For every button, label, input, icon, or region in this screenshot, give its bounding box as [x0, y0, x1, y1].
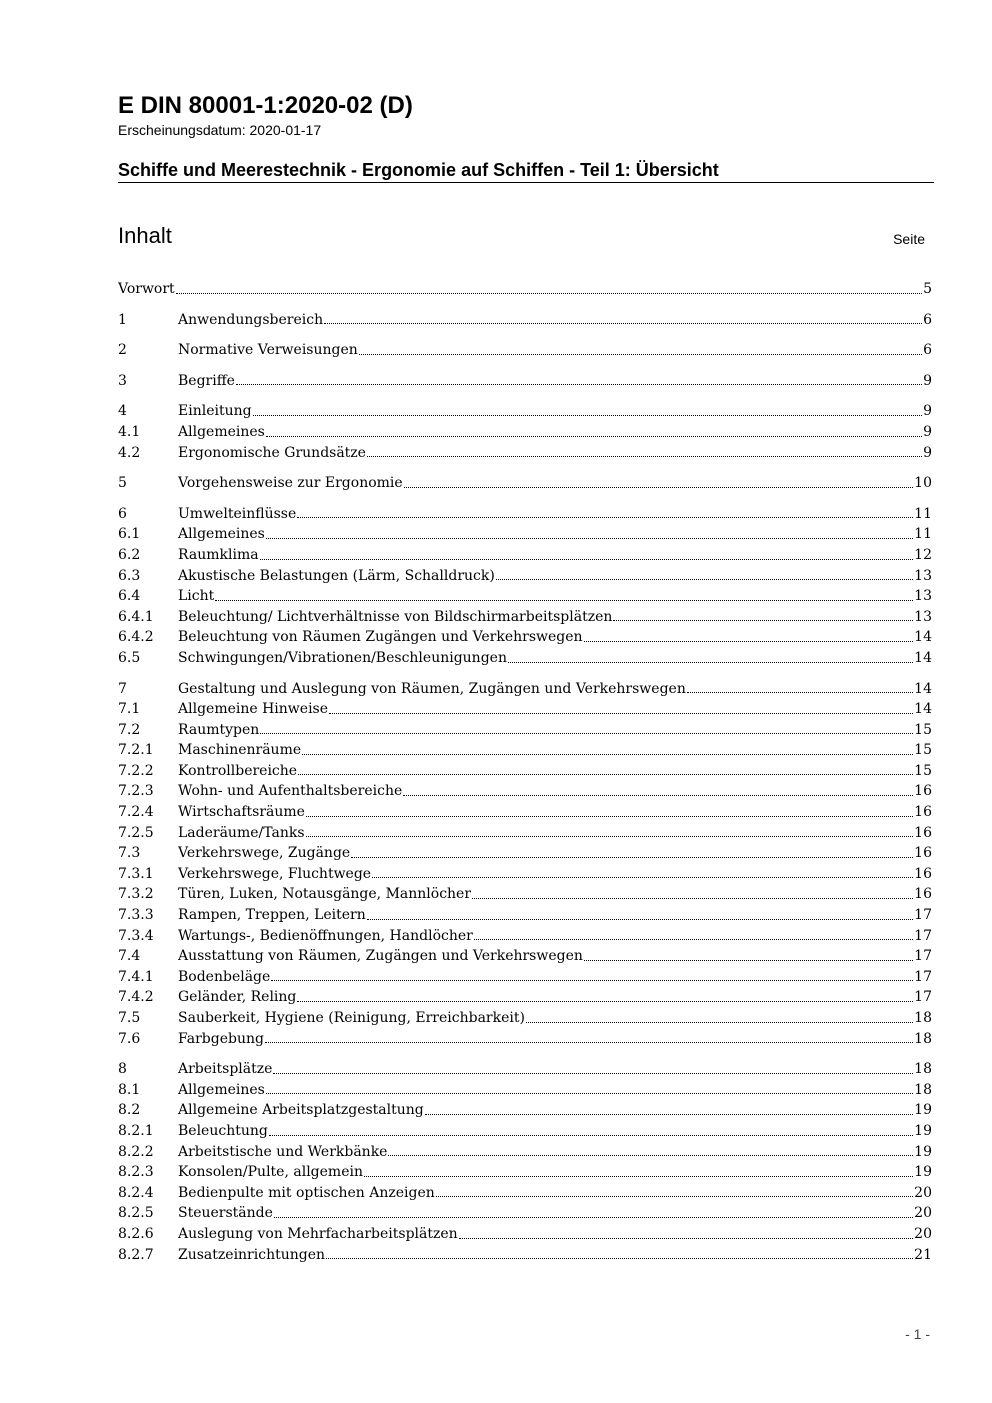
toc-entry-number: 7.1 — [118, 701, 141, 718]
toc-entry-title: Laderäume/Tanks — [178, 824, 305, 841]
toc-entry[interactable] — [118, 843, 932, 864]
toc-entry-number: 6 — [118, 505, 127, 522]
toc-entry-page: 18 — [914, 1081, 932, 1098]
toc-entry-number: 7.6 — [118, 1030, 141, 1047]
toc-entry-number: 8.2.7 — [118, 1246, 154, 1263]
toc-entry-title: Arbeitstische und Werkbänke — [178, 1143, 388, 1160]
toc-group — [118, 310, 932, 331]
toc-entry-title: Begriffe — [178, 372, 235, 389]
toc-group — [118, 679, 932, 1050]
toc-entry-number: 7.4.1 — [118, 968, 154, 985]
toc-entry-title: Maschinenräume — [178, 742, 302, 759]
toc-entry[interactable] — [118, 279, 932, 300]
toc-entry-number: 7.2.2 — [118, 762, 154, 779]
toc-entry-page: 9 — [923, 403, 932, 420]
toc-dot-leader — [367, 456, 922, 457]
toc-entry-number: 6.4.2 — [118, 629, 154, 646]
toc-entry-title: Verkehrswege, Fluchtwege — [178, 865, 372, 882]
toc-entry-page: 19 — [914, 1143, 932, 1160]
toc-dot-leader — [271, 980, 913, 981]
toc-dot-leader — [260, 733, 913, 734]
toc-entry-title: Allgemeines — [178, 423, 265, 440]
toc-entry-number: 7.3.1 — [118, 865, 154, 882]
toc-entry[interactable] — [118, 1080, 932, 1101]
toc-dot-leader — [351, 857, 913, 858]
toc-entry-title: Raumtypen — [178, 721, 260, 738]
toc-dot-leader — [215, 600, 913, 601]
toc-dot-leader — [306, 816, 913, 817]
document-title: E DIN 80001-1:2020-02 (D) — [118, 92, 413, 119]
toc-entry-number: 6.1 — [118, 526, 141, 543]
toc-entry-number: 7.2.1 — [118, 742, 154, 759]
toc-entry-title: Umwelteinflüsse — [178, 505, 297, 522]
toc-entry-title: Allgemeine Hinweise — [178, 701, 329, 718]
toc-dot-leader — [326, 1258, 913, 1259]
toc-group — [118, 340, 932, 361]
toc-dot-leader — [403, 795, 913, 796]
toc-entry-number: 7.3 — [118, 845, 141, 862]
toc-entry[interactable] — [118, 1121, 932, 1142]
toc-entry-number: 7.2.4 — [118, 804, 154, 821]
table-of-contents — [118, 279, 932, 1275]
toc-entry[interactable] — [118, 1224, 932, 1245]
toc-entry[interactable] — [118, 545, 932, 566]
toc-entry-title: Ausstattung von Räumen, Zugängen und Verkehrswegen — [178, 948, 583, 965]
toc-entry[interactable] — [118, 443, 932, 464]
toc-entry-page: 16 — [914, 845, 932, 862]
toc-entry[interactable] — [118, 864, 932, 885]
toc-entry[interactable] — [118, 607, 932, 628]
toc-entry-page: 14 — [914, 649, 932, 666]
toc-dot-leader — [613, 620, 913, 621]
toc-page-column-label: Seite — [893, 231, 925, 247]
toc-entry-number: 7.2 — [118, 721, 141, 738]
toc-entry-number: 5 — [118, 475, 127, 492]
toc-entry[interactable] — [118, 648, 932, 669]
toc-entry[interactable] — [118, 884, 932, 905]
toc-group — [118, 279, 932, 300]
title-divider — [118, 182, 934, 183]
toc-dot-leader — [269, 1135, 913, 1136]
toc-entry[interactable] — [118, 422, 932, 443]
toc-dot-leader — [297, 1001, 913, 1002]
toc-dot-leader — [584, 641, 914, 642]
toc-entry-title: Vorwort — [118, 281, 175, 297]
toc-entry-number: 7.2.5 — [118, 824, 154, 841]
toc-entry-page: 6 — [923, 311, 932, 328]
toc-entry-title: Ergonomische Grundsätze — [178, 444, 366, 461]
toc-entry-number: 4.1 — [118, 423, 141, 440]
toc-entry-title: Verkehrswege, Zugänge — [178, 845, 351, 862]
toc-entry-title: Geländer, Reling — [178, 989, 297, 1006]
toc-entry-page: 16 — [914, 783, 932, 800]
toc-entry-page: 6 — [923, 342, 932, 359]
toc-entry[interactable] — [118, 1008, 932, 1029]
document-subtitle: Schiffe und Meerestechnik - Ergonomie auf Schiffen - Teil 1: Übersicht — [118, 160, 719, 180]
toc-dot-leader — [526, 1022, 913, 1023]
toc-entry-title: Farbgebung — [178, 1030, 264, 1047]
toc-entry-page: 19 — [914, 1122, 932, 1139]
toc-dot-leader — [266, 538, 913, 539]
toc-entry[interactable] — [118, 802, 932, 823]
toc-entry-page: 13 — [914, 567, 932, 584]
toc-entry-page: 11 — [914, 505, 932, 522]
toc-entry[interactable] — [118, 761, 932, 782]
toc-entry-title: Raumklima — [178, 546, 259, 563]
toc-entry-page: 17 — [914, 948, 932, 965]
toc-entry-number: 6.5 — [118, 649, 141, 666]
toc-entry[interactable] — [118, 340, 932, 361]
toc-entry-number: 7.3.2 — [118, 886, 154, 903]
toc-entry[interactable] — [118, 987, 932, 1008]
toc-entry[interactable] — [118, 679, 932, 700]
toc-entry[interactable] — [118, 1029, 932, 1050]
toc-entry-page: 15 — [914, 721, 932, 738]
toc-entry-title: Allgemeines — [178, 1081, 265, 1098]
toc-dot-leader — [425, 1114, 913, 1115]
toc-entry[interactable] — [118, 627, 932, 648]
toc-entry[interactable] — [118, 1142, 932, 1163]
toc-dot-leader — [459, 1238, 914, 1239]
toc-entry-page: 16 — [914, 886, 932, 903]
toc-entry-title: Schwingungen/Vibrationen/Beschleunigungen — [178, 649, 507, 666]
toc-entry[interactable] — [118, 1100, 932, 1121]
toc-group — [118, 1059, 932, 1265]
toc-entry-page: 14 — [914, 701, 932, 718]
toc-entry-number: 7 — [118, 680, 127, 697]
toc-entry[interactable] — [118, 823, 932, 844]
toc-entry-number: 3 — [118, 372, 127, 389]
toc-entry-page: 16 — [914, 865, 932, 882]
toc-entry[interactable] — [118, 473, 932, 494]
toc-entry-title: Gestaltung und Auslegung von Räumen, Zugängen und Verkehrswegen — [178, 680, 686, 697]
toc-dot-leader — [297, 517, 913, 518]
toc-dot-leader — [302, 754, 913, 755]
toc-dot-leader — [329, 713, 913, 714]
toc-entry[interactable] — [118, 401, 932, 422]
toc-entry-page: 17 — [914, 907, 932, 924]
toc-entry-title: Normative Verweisungen — [178, 342, 358, 359]
toc-entry[interactable] — [118, 310, 932, 331]
toc-entry-page: 19 — [914, 1102, 932, 1119]
toc-dot-leader — [260, 559, 914, 560]
toc-entry-title: Wirtschaftsräume — [178, 804, 305, 821]
toc-dot-leader — [266, 1093, 913, 1094]
toc-entry-title: Beleuchtung/ Lichtverhältnisse von Bildschirmarbeitsplätzen — [178, 608, 613, 625]
toc-entry-page: 16 — [914, 824, 932, 841]
toc-entry[interactable] — [118, 946, 932, 967]
toc-entry-number: 4.2 — [118, 444, 141, 461]
toc-entry-page: 15 — [914, 762, 932, 779]
toc-dot-leader — [584, 960, 913, 961]
toc-entry-page: 17 — [914, 968, 932, 985]
toc-entry-number: 6.2 — [118, 546, 141, 563]
toc-entry-number: 7.2.3 — [118, 783, 154, 800]
toc-entry-number: 8.2.4 — [118, 1184, 154, 1201]
toc-entry-title: Anwendungsbereich — [178, 311, 324, 328]
toc-entry-title: Wartungs-, Bedienöffnungen, Handlöcher — [178, 927, 473, 944]
toc-entry-number: 7.5 — [118, 1010, 141, 1026]
toc-entry-title: Steuerstände — [178, 1205, 273, 1222]
toc-entry-title: Türen, Luken, Notausgänge, Mannlöcher — [178, 886, 472, 903]
toc-entry-title: Vorgehensweise zur Ergonomie — [178, 475, 403, 492]
toc-group — [118, 504, 932, 669]
toc-entry-page: 16 — [914, 804, 932, 821]
toc-dot-leader — [274, 1217, 913, 1218]
toc-entry-page: 14 — [914, 629, 932, 646]
toc-entry[interactable] — [118, 1245, 932, 1266]
toc-entry[interactable] — [118, 926, 932, 947]
toc-dot-leader — [359, 354, 922, 355]
toc-entry-page: 10 — [914, 475, 932, 492]
toc-entry-number: 7.4 — [118, 948, 141, 965]
toc-entry[interactable] — [118, 586, 932, 607]
toc-group — [118, 473, 932, 494]
toc-entry-number: 6.4 — [118, 588, 141, 605]
toc-dot-leader — [687, 692, 913, 693]
toc-entry-title: Bodenbeläge — [178, 968, 271, 985]
toc-entry-number: 6.3 — [118, 567, 141, 584]
toc-entry-number: 4 — [118, 403, 127, 420]
toc-entry-title: Beleuchtung von Räumen Zugängen und Verkehrswegen — [178, 629, 583, 646]
toc-entry-title: Bedienpulte mit optischen Anzeigen — [178, 1184, 435, 1201]
publication-date: Erscheinungsdatum: 2020-01-17 — [118, 122, 322, 138]
toc-dot-leader — [404, 487, 913, 488]
toc-entry-number: 8.1 — [118, 1081, 141, 1098]
toc-dot-leader — [388, 1155, 913, 1156]
toc-entry-page: 18 — [914, 1030, 932, 1047]
toc-entry-title: Akustische Belastungen (Lärm, Schalldruck) — [178, 567, 495, 584]
toc-entry-page: 17 — [914, 989, 932, 1006]
toc-entry-number: 8.2.5 — [118, 1205, 154, 1222]
toc-dot-leader — [266, 436, 922, 437]
toc-dot-leader — [364, 1176, 913, 1177]
toc-entry-number: 7.4.2 — [118, 989, 154, 1006]
toc-entry-page: 13 — [914, 588, 932, 605]
toc-entry[interactable] — [118, 1059, 932, 1080]
toc-entry[interactable] — [118, 699, 932, 720]
toc-entry-title: Allgemeine Arbeitsplatzgestaltung — [178, 1102, 424, 1119]
toc-entry-title: Arbeitsplätze — [178, 1061, 273, 1078]
toc-dot-leader — [472, 898, 913, 899]
toc-dot-leader — [306, 836, 914, 837]
toc-entry-page: 11 — [914, 526, 932, 543]
toc-entry-number: 7.3.3 — [118, 907, 154, 924]
toc-dot-leader — [253, 415, 923, 416]
toc-entry[interactable] — [118, 740, 932, 761]
toc-entry-title: Allgemeines — [178, 526, 265, 543]
toc-entry-number: 8.2 — [118, 1102, 141, 1119]
toc-entry-page: 21 — [914, 1246, 932, 1263]
toc-entry-title: Kontrollbereiche — [178, 762, 298, 779]
toc-entry-number: 8.2.3 — [118, 1164, 154, 1181]
toc-entry-title: Auslegung von Mehrfacharbeitsplätzen — [178, 1225, 458, 1242]
toc-entry-number: 8.2.1 — [118, 1122, 154, 1139]
toc-dot-leader — [324, 323, 922, 324]
toc-entry-page: 15 — [914, 742, 932, 759]
toc-entry-title: Wohn- und Aufenthaltsbereiche — [178, 783, 403, 800]
toc-entry-number: 6.4.1 — [118, 608, 154, 625]
toc-entry-page: 9 — [923, 423, 932, 440]
toc-entry-title: Rampen, Treppen, Leitern — [178, 907, 366, 924]
toc-dot-leader — [176, 293, 922, 294]
toc-entry[interactable] — [118, 371, 932, 392]
toc-entry-page: 20 — [914, 1184, 932, 1201]
toc-entry-title: Konsolen/Pulte, allgemein — [178, 1164, 363, 1181]
toc-entry-title: Einleitung — [178, 403, 252, 420]
toc-heading: Inhalt — [118, 223, 172, 248]
toc-dot-leader — [436, 1196, 913, 1197]
toc-entry-number: 8 — [118, 1061, 127, 1078]
toc-entry[interactable] — [118, 781, 932, 802]
toc-dot-leader — [508, 662, 913, 663]
toc-entry[interactable] — [118, 504, 932, 525]
toc-entry[interactable] — [118, 566, 932, 587]
toc-dot-leader — [372, 877, 913, 878]
toc-group — [118, 371, 932, 392]
toc-entry-page: 5 — [923, 281, 932, 297]
toc-dot-leader — [367, 919, 913, 920]
toc-entry-title: Zusatzeinrichtungen — [178, 1246, 326, 1263]
toc-dot-leader — [265, 1042, 913, 1043]
toc-entry-number: 2 — [118, 342, 127, 359]
toc-entry-page: 14 — [914, 680, 932, 697]
toc-dot-leader — [298, 774, 913, 775]
toc-entry[interactable] — [118, 1203, 932, 1224]
toc-entry[interactable] — [118, 1162, 932, 1183]
toc-entry[interactable] — [118, 967, 932, 988]
toc-dot-leader — [474, 939, 913, 940]
toc-entry-page: 9 — [923, 372, 932, 389]
toc-entry[interactable] — [118, 905, 932, 926]
toc-entry-page: 13 — [914, 608, 932, 625]
page-number: - 1 - — [905, 1326, 930, 1342]
toc-dot-leader — [236, 384, 922, 385]
toc-entry-page: 18 — [914, 1061, 932, 1078]
toc-dot-leader — [273, 1073, 913, 1074]
toc-entry-page: 12 — [914, 546, 932, 563]
toc-entry-title: Beleuchtung — [178, 1122, 268, 1139]
toc-entry-number: 8.2.6 — [118, 1225, 154, 1242]
toc-entry-page: 17 — [914, 927, 932, 944]
toc-entry-page: 20 — [914, 1205, 932, 1222]
toc-entry-number: 8.2.2 — [118, 1143, 154, 1160]
toc-dot-leader — [496, 579, 913, 580]
toc-entry-number: 1 — [118, 311, 127, 328]
toc-entry-page: 20 — [914, 1225, 932, 1242]
toc-entry[interactable] — [118, 524, 932, 545]
toc-entry[interactable] — [118, 720, 932, 741]
toc-entry-title: Licht — [178, 588, 215, 605]
toc-entry-page: 19 — [914, 1164, 932, 1181]
toc-entry-page: 18 — [914, 1010, 932, 1026]
toc-entry[interactable] — [118, 1183, 932, 1204]
toc-entry-page: 9 — [923, 444, 932, 461]
toc-group — [118, 401, 932, 463]
toc-entry-title: Sauberkeit, Hygiene (Reinigung, Erreichbarkeit) — [178, 1010, 525, 1026]
toc-entry-number: 7.3.4 — [118, 927, 154, 944]
